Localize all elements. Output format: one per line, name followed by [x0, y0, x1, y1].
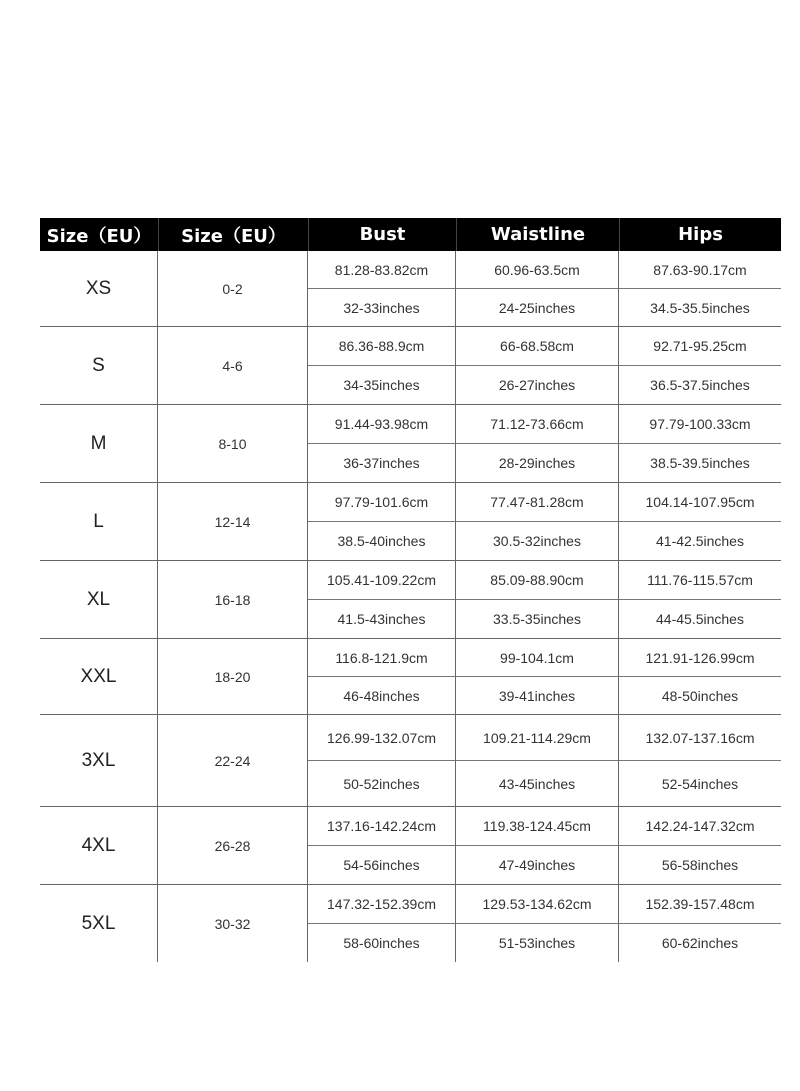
- table-header-row: [40, 218, 781, 251]
- waistline-cell-inches: 43-45inches: [498, 775, 576, 792]
- hips-cell-cm: 104.14-107.95cm: [619, 483, 781, 522]
- bust-cell-inches: 38.5-40inches: [337, 533, 426, 549]
- size-eu-cell: 30-32: [158, 885, 308, 962]
- header-waistline: Waistline: [456, 218, 619, 251]
- table-row: [40, 715, 781, 807]
- waistline-cell-inches: 30.5-32inches: [493, 533, 581, 549]
- size-eu-cell: 8-10: [158, 405, 308, 482]
- waistline-cell: [456, 807, 619, 884]
- bust-cell-inches: 46-48inches: [343, 687, 420, 704]
- table-row: [40, 251, 781, 327]
- waistline-cell-cm: 77.47-81.28cm: [456, 483, 618, 522]
- bust-cell: [308, 715, 456, 806]
- waistline-cell-cm: 71.12-73.66cm: [456, 405, 618, 444]
- waistline-cell-inches: 28-29inches: [498, 455, 576, 471]
- waistline-cell-cm: 85.09-88.90cm: [456, 561, 618, 600]
- bust-cell-cm: 116.8-121.9cm: [308, 639, 455, 677]
- size-letter-cell: XL: [40, 561, 158, 638]
- table-row: [40, 561, 781, 639]
- bust-cell-cm: 91.44-93.98cm: [308, 405, 455, 444]
- size-letter-cell: S: [40, 327, 158, 404]
- size-eu-cell: 26-28: [158, 807, 308, 884]
- size-eu-cell: 4-6: [158, 327, 308, 404]
- hips-cell-cm: 142.24-147.32cm: [619, 807, 781, 846]
- waistline-cell: [456, 251, 619, 326]
- hips-cell-cm: 87.63-90.17cm: [619, 251, 781, 289]
- bust-cell-inches: 36-37inches: [343, 455, 420, 471]
- waistline-cell: [456, 561, 619, 638]
- hips-cell-inches: 34.5-35.5inches: [650, 299, 750, 316]
- bust-cell-inches: 50-52inches: [343, 775, 420, 792]
- waistline-cell-cm: 99-104.1cm: [456, 639, 618, 677]
- bust-cell-cm: 126.99-132.07cm: [308, 715, 455, 761]
- bust-cell-inches: 34-35inches: [343, 377, 420, 393]
- waistline-cell-inches: 47-49inches: [498, 857, 576, 873]
- bust-cell-inches: 54-56inches: [343, 857, 420, 873]
- hips-cell-inches: 38.5-39.5inches: [650, 455, 750, 471]
- size-chart-table: [40, 218, 781, 962]
- size-letter-cell: L: [40, 483, 158, 560]
- hips-cell: [619, 885, 781, 962]
- table-row: [40, 639, 781, 715]
- bust-cell: [308, 807, 456, 884]
- hips-cell: [619, 807, 781, 884]
- waistline-cell-cm: 129.53-134.62cm: [456, 885, 618, 924]
- hips-cell-inches: 41-42.5inches: [656, 533, 744, 549]
- size-eu-cell: 18-20: [158, 639, 308, 714]
- header-size-letter: Size（EU）: [46, 225, 152, 247]
- waistline-cell-inches: 26-27inches: [498, 377, 576, 393]
- bust-cell-cm: 147.32-152.39cm: [308, 885, 455, 924]
- hips-cell-inches: 56-58inches: [661, 857, 739, 873]
- table-row: [40, 807, 781, 885]
- hips-cell-inches: 52-54inches: [661, 775, 739, 792]
- waistline-cell-inches: 33.5-35inches: [493, 611, 581, 627]
- waistline-cell-cm: 66-68.58cm: [456, 327, 618, 366]
- bust-cell: [308, 327, 456, 404]
- hips-cell-cm: 111.76-115.57cm: [619, 561, 781, 600]
- waistline-cell-cm: 119.38-124.45cm: [456, 807, 618, 846]
- header-size-eu: Size（EU）: [158, 218, 308, 251]
- hips-cell: [619, 483, 781, 560]
- hips-cell-inches: 60-62inches: [661, 935, 739, 951]
- hips-cell: [619, 327, 781, 404]
- bust-cell-inches: 58-60inches: [343, 935, 420, 951]
- hips-cell: [619, 639, 781, 714]
- size-letter-cell: XS: [40, 251, 158, 326]
- bust-cell-cm: 81.28-83.82cm: [308, 251, 455, 289]
- bust-cell: [308, 639, 456, 714]
- waistline-cell-cm: 60.96-63.5cm: [456, 251, 618, 289]
- size-letter-cell: 3XL: [40, 715, 158, 806]
- bust-cell: [308, 483, 456, 560]
- hips-cell-cm: 132.07-137.16cm: [619, 715, 781, 761]
- hips-cell-cm: 92.71-95.25cm: [619, 327, 781, 366]
- table-row: [40, 327, 781, 405]
- bust-cell-inches: 41.5-43inches: [337, 611, 426, 627]
- hips-cell: [619, 405, 781, 482]
- waistline-cell: [456, 483, 619, 560]
- hips-cell-cm: 152.39-157.48cm: [619, 885, 781, 924]
- bust-cell-inches: 32-33inches: [343, 299, 420, 316]
- hips-cell: [619, 561, 781, 638]
- size-letter-cell: 5XL: [40, 885, 158, 962]
- size-letter-cell: 4XL: [40, 807, 158, 884]
- waistline-cell-inches: 39-41inches: [498, 687, 576, 704]
- waistline-cell-inches: 24-25inches: [498, 299, 576, 316]
- hips-cell: [619, 251, 781, 326]
- bust-cell-cm: 86.36-88.9cm: [308, 327, 455, 366]
- size-eu-cell: 16-18: [158, 561, 308, 638]
- bust-cell-cm: 97.79-101.6cm: [308, 483, 455, 522]
- header-hips: Hips: [619, 218, 781, 251]
- bust-cell: [308, 405, 456, 482]
- table-row: [40, 405, 781, 483]
- size-eu-cell: 22-24: [158, 715, 308, 806]
- bust-cell: [308, 561, 456, 638]
- waistline-cell: [456, 405, 619, 482]
- bust-cell-cm: 137.16-142.24cm: [308, 807, 455, 846]
- bust-cell: [308, 885, 456, 962]
- hips-cell: [619, 715, 781, 806]
- table-body: [40, 251, 781, 962]
- hips-cell-cm: 97.79-100.33cm: [619, 405, 781, 444]
- hips-cell-inches: 36.5-37.5inches: [650, 377, 750, 393]
- size-letter-cell: M: [40, 405, 158, 482]
- waistline-cell: [456, 885, 619, 962]
- waistline-cell-inches: 51-53inches: [498, 935, 576, 951]
- hips-cell-cm: 121.91-126.99cm: [619, 639, 781, 677]
- waistline-cell: [456, 715, 619, 806]
- size-letter-cell: XXL: [40, 639, 158, 714]
- table-row: [40, 885, 781, 962]
- size-eu-cell: 0-2: [158, 251, 308, 326]
- size-eu-cell: 12-14: [158, 483, 308, 560]
- hips-cell-inches: 44-45.5inches: [656, 611, 744, 627]
- bust-cell-cm: 105.41-109.22cm: [308, 561, 455, 600]
- bust-cell: [308, 251, 456, 326]
- header-bust: Bust: [308, 218, 456, 251]
- waistline-cell: [456, 327, 619, 404]
- waistline-cell-cm: 109.21-114.29cm: [456, 715, 618, 761]
- waistline-cell: [456, 639, 619, 714]
- hips-cell-inches: 48-50inches: [661, 687, 739, 704]
- table-row: [40, 483, 781, 561]
